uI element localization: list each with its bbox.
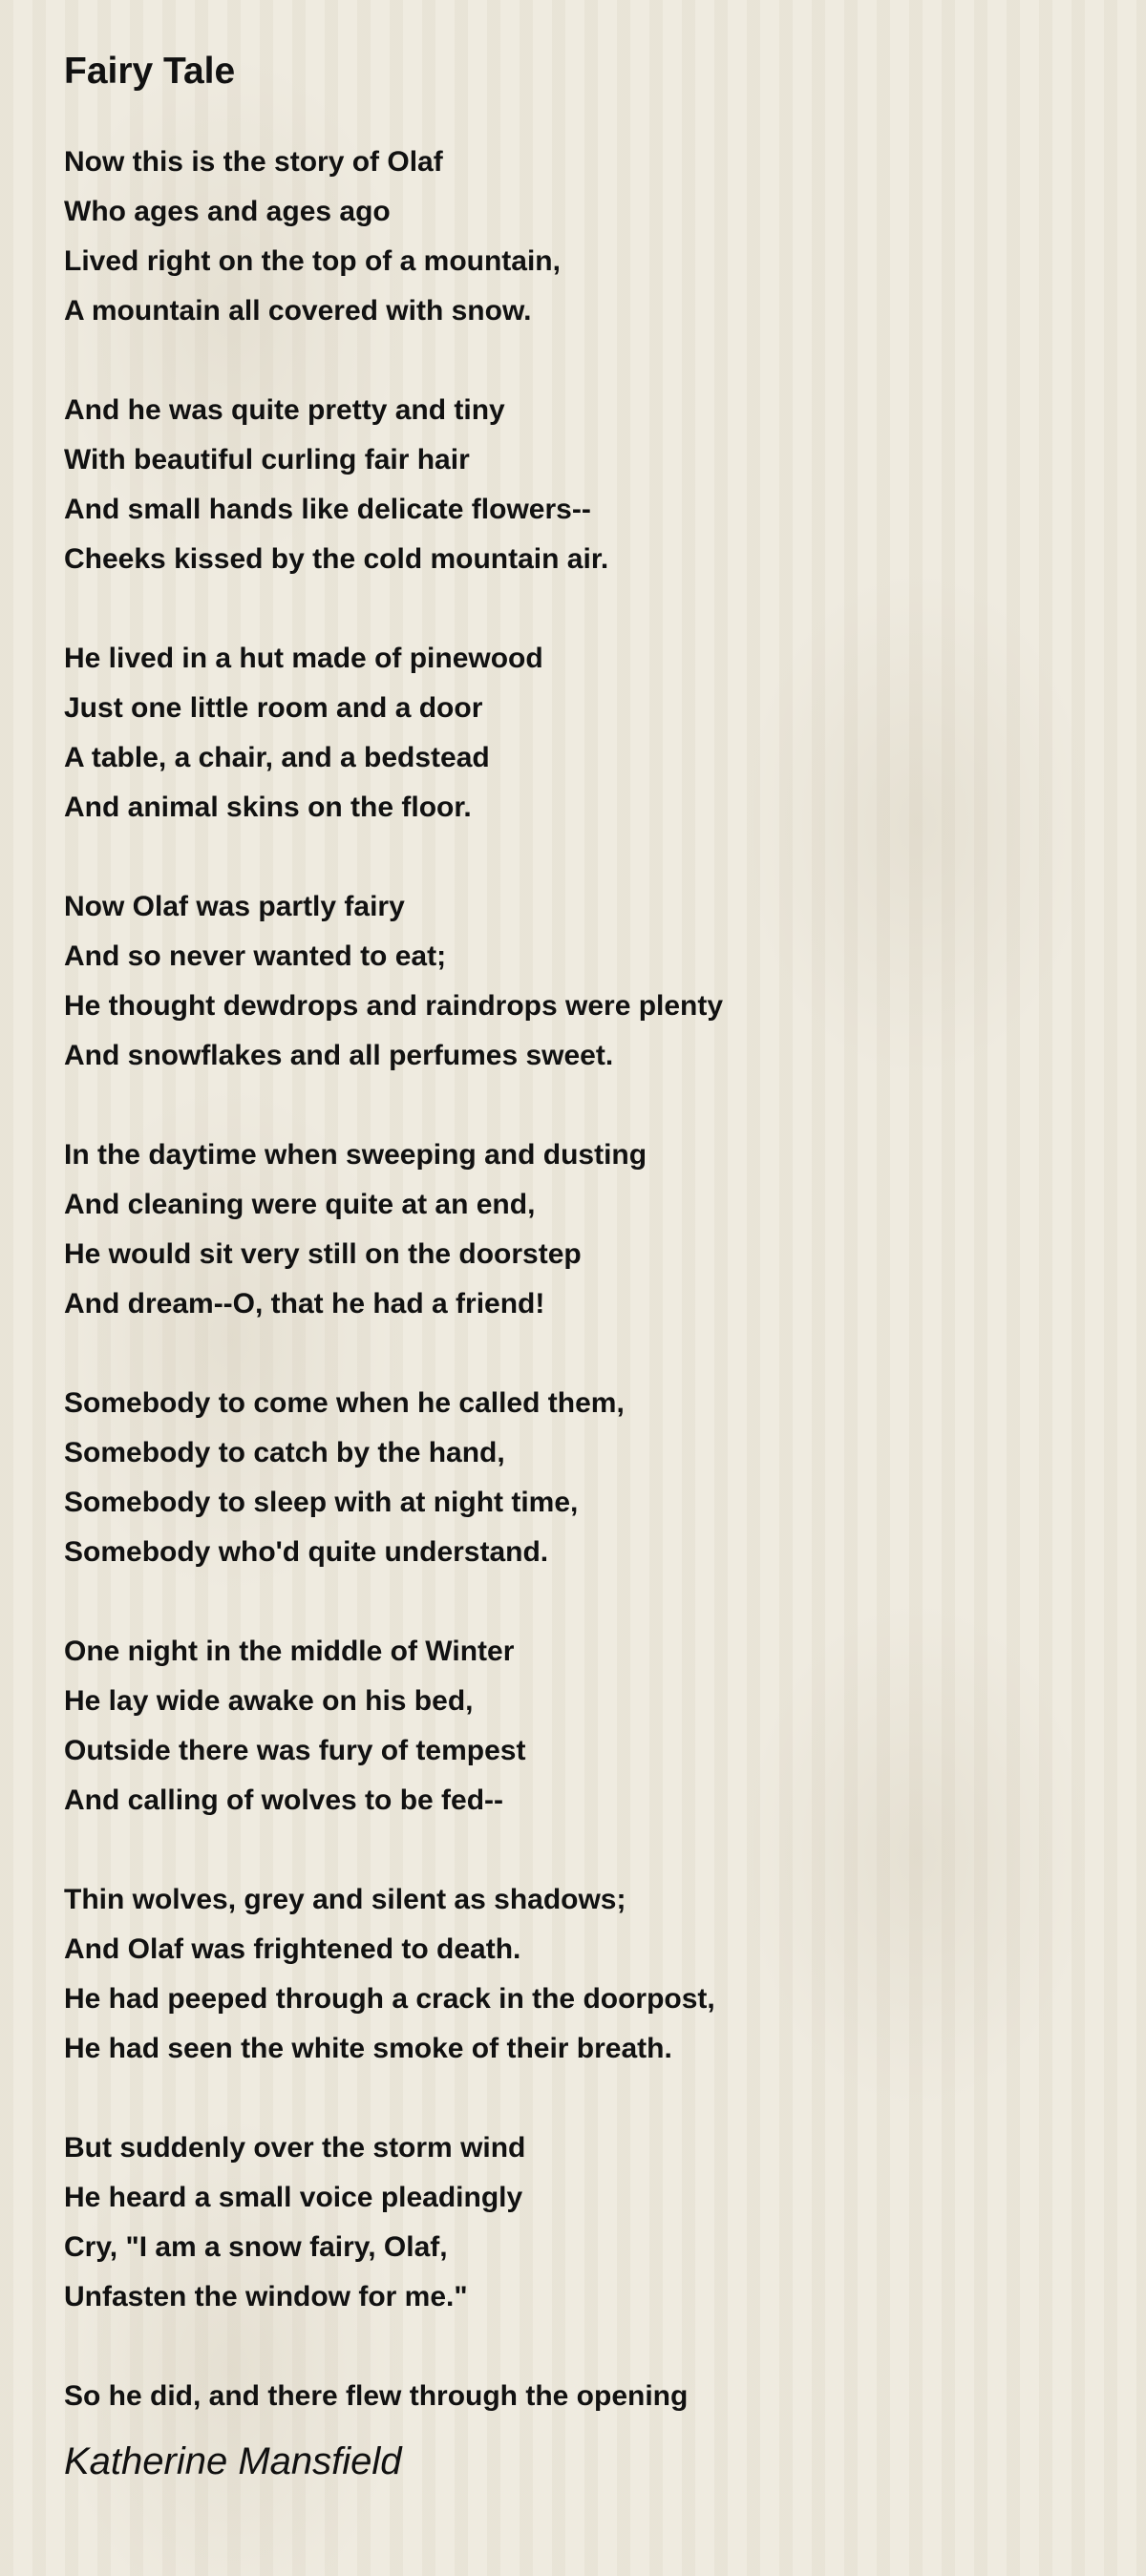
poem-line: And Olaf was frightened to death. (64, 1933, 521, 1965)
poem-line: He would sit very still on the doorstep (64, 1238, 582, 1270)
poem-line: So he did, and there flew through the opening (64, 2380, 689, 2412)
poem-author: Katherine Mansfield (64, 2440, 402, 2482)
poem-line: He had seen the white smoke of their breath. (64, 2033, 672, 2064)
poem-line: A table, a chair, and a bedstead (64, 742, 490, 773)
poem-line: With beautiful curling fair hair (64, 444, 470, 475)
poem-line: And so never wanted to eat; (64, 940, 447, 972)
poem-line: Who ages and ages ago (64, 196, 391, 227)
stanza (64, 1627, 1095, 1826)
poem-line: Cheeks kissed by the cold mountain air. (64, 543, 609, 575)
poem-line: In the daytime when sweeping and dusting (64, 1139, 647, 1171)
stanza (64, 1130, 1095, 1329)
poem-line: Lived right on the top of a mountain, (64, 245, 561, 277)
poem-title: Fairy Tale (64, 51, 236, 92)
poem-line: And cleaning were quite at an end, (64, 1189, 536, 1220)
poem-line: Somebody who'd quite understand. (64, 1536, 549, 1568)
stanza (64, 1379, 1095, 1577)
stanza (64, 137, 1095, 336)
poem-line: And dream--O, that he had a friend! (64, 1288, 545, 1320)
poem-line: Somebody to come when he called them, (64, 1387, 625, 1419)
stanza (64, 2372, 1095, 2421)
poem-line: Cry, "I am a snow fairy, Olaf, (64, 2231, 448, 2263)
poem-line: And he was quite pretty and tiny (64, 394, 505, 426)
stanza (64, 634, 1095, 833)
poem-line: Unfasten the window for me." (64, 2281, 468, 2312)
poem-line: Just one little room and a door (64, 692, 483, 724)
poem-line: And animal skins on the floor. (64, 792, 472, 823)
poem-line: He heard a small voice pleadingly (64, 2182, 523, 2213)
poem-line: Now this is the story of Olaf (64, 146, 443, 178)
poem-line: Outside there was fury of tempest (64, 1735, 526, 1766)
poem-line: A mountain all covered with snow. (64, 295, 532, 327)
poem-line: He lay wide awake on his bed, (64, 1685, 474, 1717)
stanza (64, 2123, 1095, 2322)
poem-page (64, 46, 1095, 2488)
poem-line: He lived in a hut made of pinewood (64, 643, 543, 674)
poem-line: Somebody to catch by the hand, (64, 1437, 505, 1468)
poem-line: And small hands like delicate flowers-- (64, 494, 591, 525)
poem-line: But suddenly over the storm wind (64, 2132, 526, 2164)
stanza (64, 386, 1095, 584)
poem-line: One night in the middle of Winter (64, 1636, 515, 1667)
poem-line: Thin wolves, grey and silent as shadows; (64, 1884, 626, 1915)
poem-line: He had peeped through a crack in the doorpost, (64, 1983, 715, 2015)
poem-line: And calling of wolves to be fed-- (64, 1784, 504, 1816)
stanza (64, 1875, 1095, 2074)
poem-line: Somebody to sleep with at night time, (64, 1487, 579, 1518)
poem-line: Now Olaf was partly fairy (64, 891, 405, 922)
poem-line: And snowflakes and all perfumes sweet. (64, 1040, 614, 1071)
poem-line: He thought dewdrops and raindrops were plenty (64, 990, 724, 1022)
stanza (64, 882, 1095, 1081)
